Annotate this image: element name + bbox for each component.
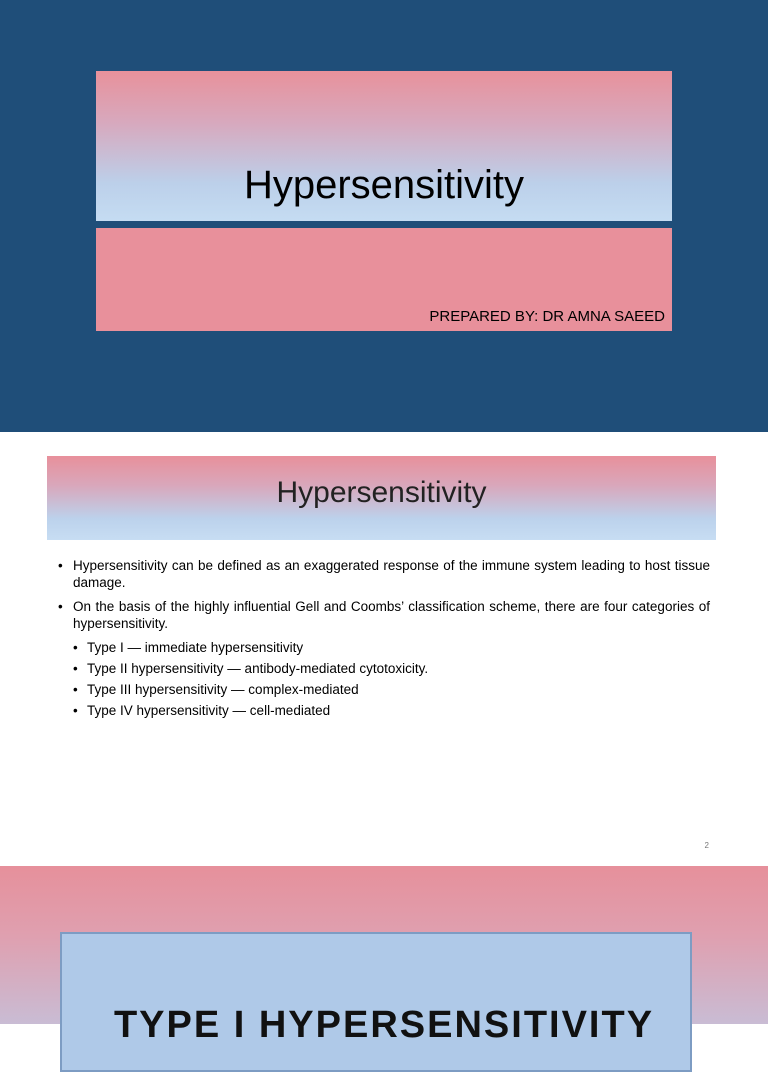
section-title-box (60, 932, 692, 1072)
bullet-icon: • (58, 599, 63, 614)
bullet-icon: • (58, 558, 63, 573)
sub-bullet-text: Type III hypersensitivity — complex-mediated (87, 682, 359, 697)
list-item (58, 557, 710, 591)
bullet-icon: • (73, 703, 78, 718)
bullet-icon: • (73, 640, 78, 655)
bullet-text: Hypersensitivity can be defined as an exaggerated response of the immune system leading to host tissue damage. (73, 558, 710, 590)
bullet-list (58, 557, 710, 723)
section-title: TYPE I HYPERSENSITIVITY (113, 1004, 655, 1046)
sub-bullet-text: Type IV hypersensitivity — cell-mediated (87, 703, 331, 718)
sub-bullet-text: Type I — immediate hypersensitivity (87, 640, 304, 655)
sub-bullet-text: Type II hypersensitivity — antibody-mediated cytotoxicity. (87, 661, 429, 676)
content-slide (0, 432, 768, 866)
title-banner (96, 71, 672, 221)
list-item (58, 598, 710, 632)
sub-bullet-list (58, 639, 710, 719)
sub-list-item (58, 681, 710, 698)
page-number: 2 (704, 841, 709, 850)
sub-list-item (58, 639, 710, 656)
bullet-text: On the basis of the highly influential Gell and Coombs’ classification scheme, there are four categories of hypersensitivity. (73, 599, 710, 631)
bullet-icon: • (73, 661, 78, 676)
author-line: PREPARED BY: DR AMNA SAEED (429, 308, 665, 325)
title-slide (0, 0, 768, 432)
slide-title: Hypersensitivity (243, 163, 525, 207)
sub-list-item (58, 660, 710, 677)
subtitle-banner (96, 228, 672, 331)
bullet-icon: • (73, 682, 78, 697)
sub-list-item (58, 702, 710, 719)
content-slide-title: Hypersensitivity (276, 476, 487, 509)
content-title-banner (47, 456, 716, 540)
section-slide (0, 866, 768, 1046)
